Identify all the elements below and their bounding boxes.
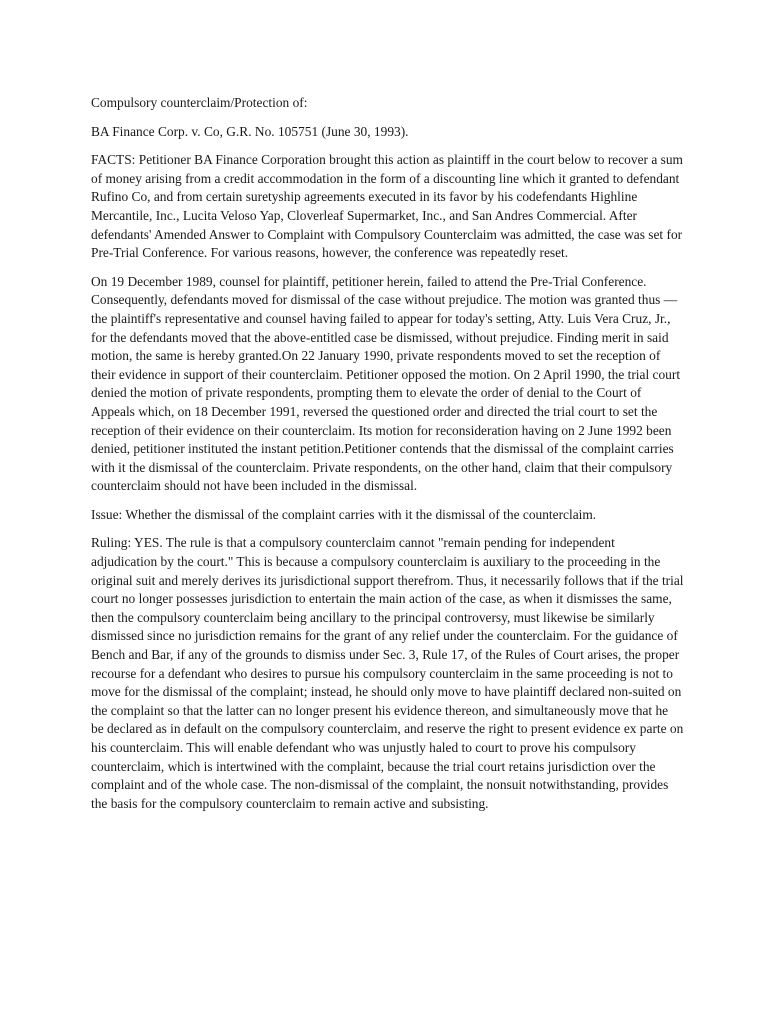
facts-paragraph: FACTS: Petitioner BA Finance Corporation brought this action as plaintiff in the court below to recover a sum of money arising from a credit accommodation in the form of a discounting line which it granted to defendant Rufino Co, and from certain suretyship agreements executed in its favor by his codefendants Highline Mercantile, Inc., Lucita Veloso Yap, Cloverleaf Supermarket, Inc., and San Andres Commercial. After defendants' Amended Answer to Complaint with Compulsory Counterclaim was admitted, the case was set for Pre-Trial Conference. For various reasons, however, the conference was repeatedly reset. [91,152,683,261]
ruling-paragraph: Ruling: YES. The rule is that a compulsory counterclaim cannot "remain pending for independent adjudication by the court." This is because a compulsory counterclaim is auxiliary to the proceeding in the original suit and merely derives its jurisdictional support therefrom. Thus, it necessarily follows that if the trial court no longer possesses jurisdiction to entertain the main action of the case, as when it dismisses the same, then the compulsory counterclaim being ancillary to the principal controversy, must likewise be similarly dismissed since no jurisdiction remains for the grant of any relief under the counterclaim. For the guidance of Bench and Bar, if any of the grounds to dismiss under Sec. 3, Rule 17, of the Rules of Court arises, the proper recourse for a defendant who desires to pursue his compulsory counterclaim in the same proceeding is not to move for the dismissal of the complaint; instead, he should only move to have plaintiff declared non-suited on the complaint so that the latter can no longer present his evidence thereon, and simultaneously move that he be declared as in default on the compulsory counterclaim, and reserve the right to present evidence ex parte on his counterclaim. This will enable defendant who was unjustly haled to court to prove his compulsory counterclaim, which is intertwined with the complaint, because the trial court retains jurisdiction over the complaint and of the whole case. The non-dismissal of the complaint, the nonsuit notwithstanding, provides the basis for the compulsory counterclaim to remain active and subsisting. [91,535,684,811]
document-page [91,94,684,823]
document-heading: Compulsory counterclaim/Protection of: [91,95,308,110]
procedural-history-paragraph: On 19 December 1989, counsel for plaintiff, petitioner herein, failed to attend the Pre-Trial Conference. Consequently, defendants moved for dismissal of the case without prejudice. The motion was granted thus —the plaintiff's representative and counsel having failed to appear for today's setting, Atty. Luis Vera Cruz, Jr., for the defendants moved that the above-entitled case be dismissed, without prejudice. Finding merit in said motion, the same is hereby granted.On 22 January 1990, private respondents moved to set the reception of their evidence in support of their counterclaim. Petitioner opposed the motion. On 2 April 1990, the trial court denied the motion of private respondents, prompting them to elevate the order of denial to the Court of Appeals which, on 18 December 1991, reversed the questioned order and directed the trial court to set the reception of their evidence on their counterclaim. Its motion for reconsideration having on 2 June 1992 been denied, petitioner instituted the instant petition.Petitioner contends that the dismissal of the complaint carries with it the dismissal of the counterclaim. Private respondents, on the other hand, claim that their compulsory counterclaim should not have been included in the dismissal. [91,273,681,494]
issue-paragraph: Issue: Whether the dismissal of the complaint carries with it the dismissal of the counterclaim. [91,506,597,522]
case-citation: BA Finance Corp. v. Co, G.R. No. 105751 (June 30, 1993). [91,123,409,139]
